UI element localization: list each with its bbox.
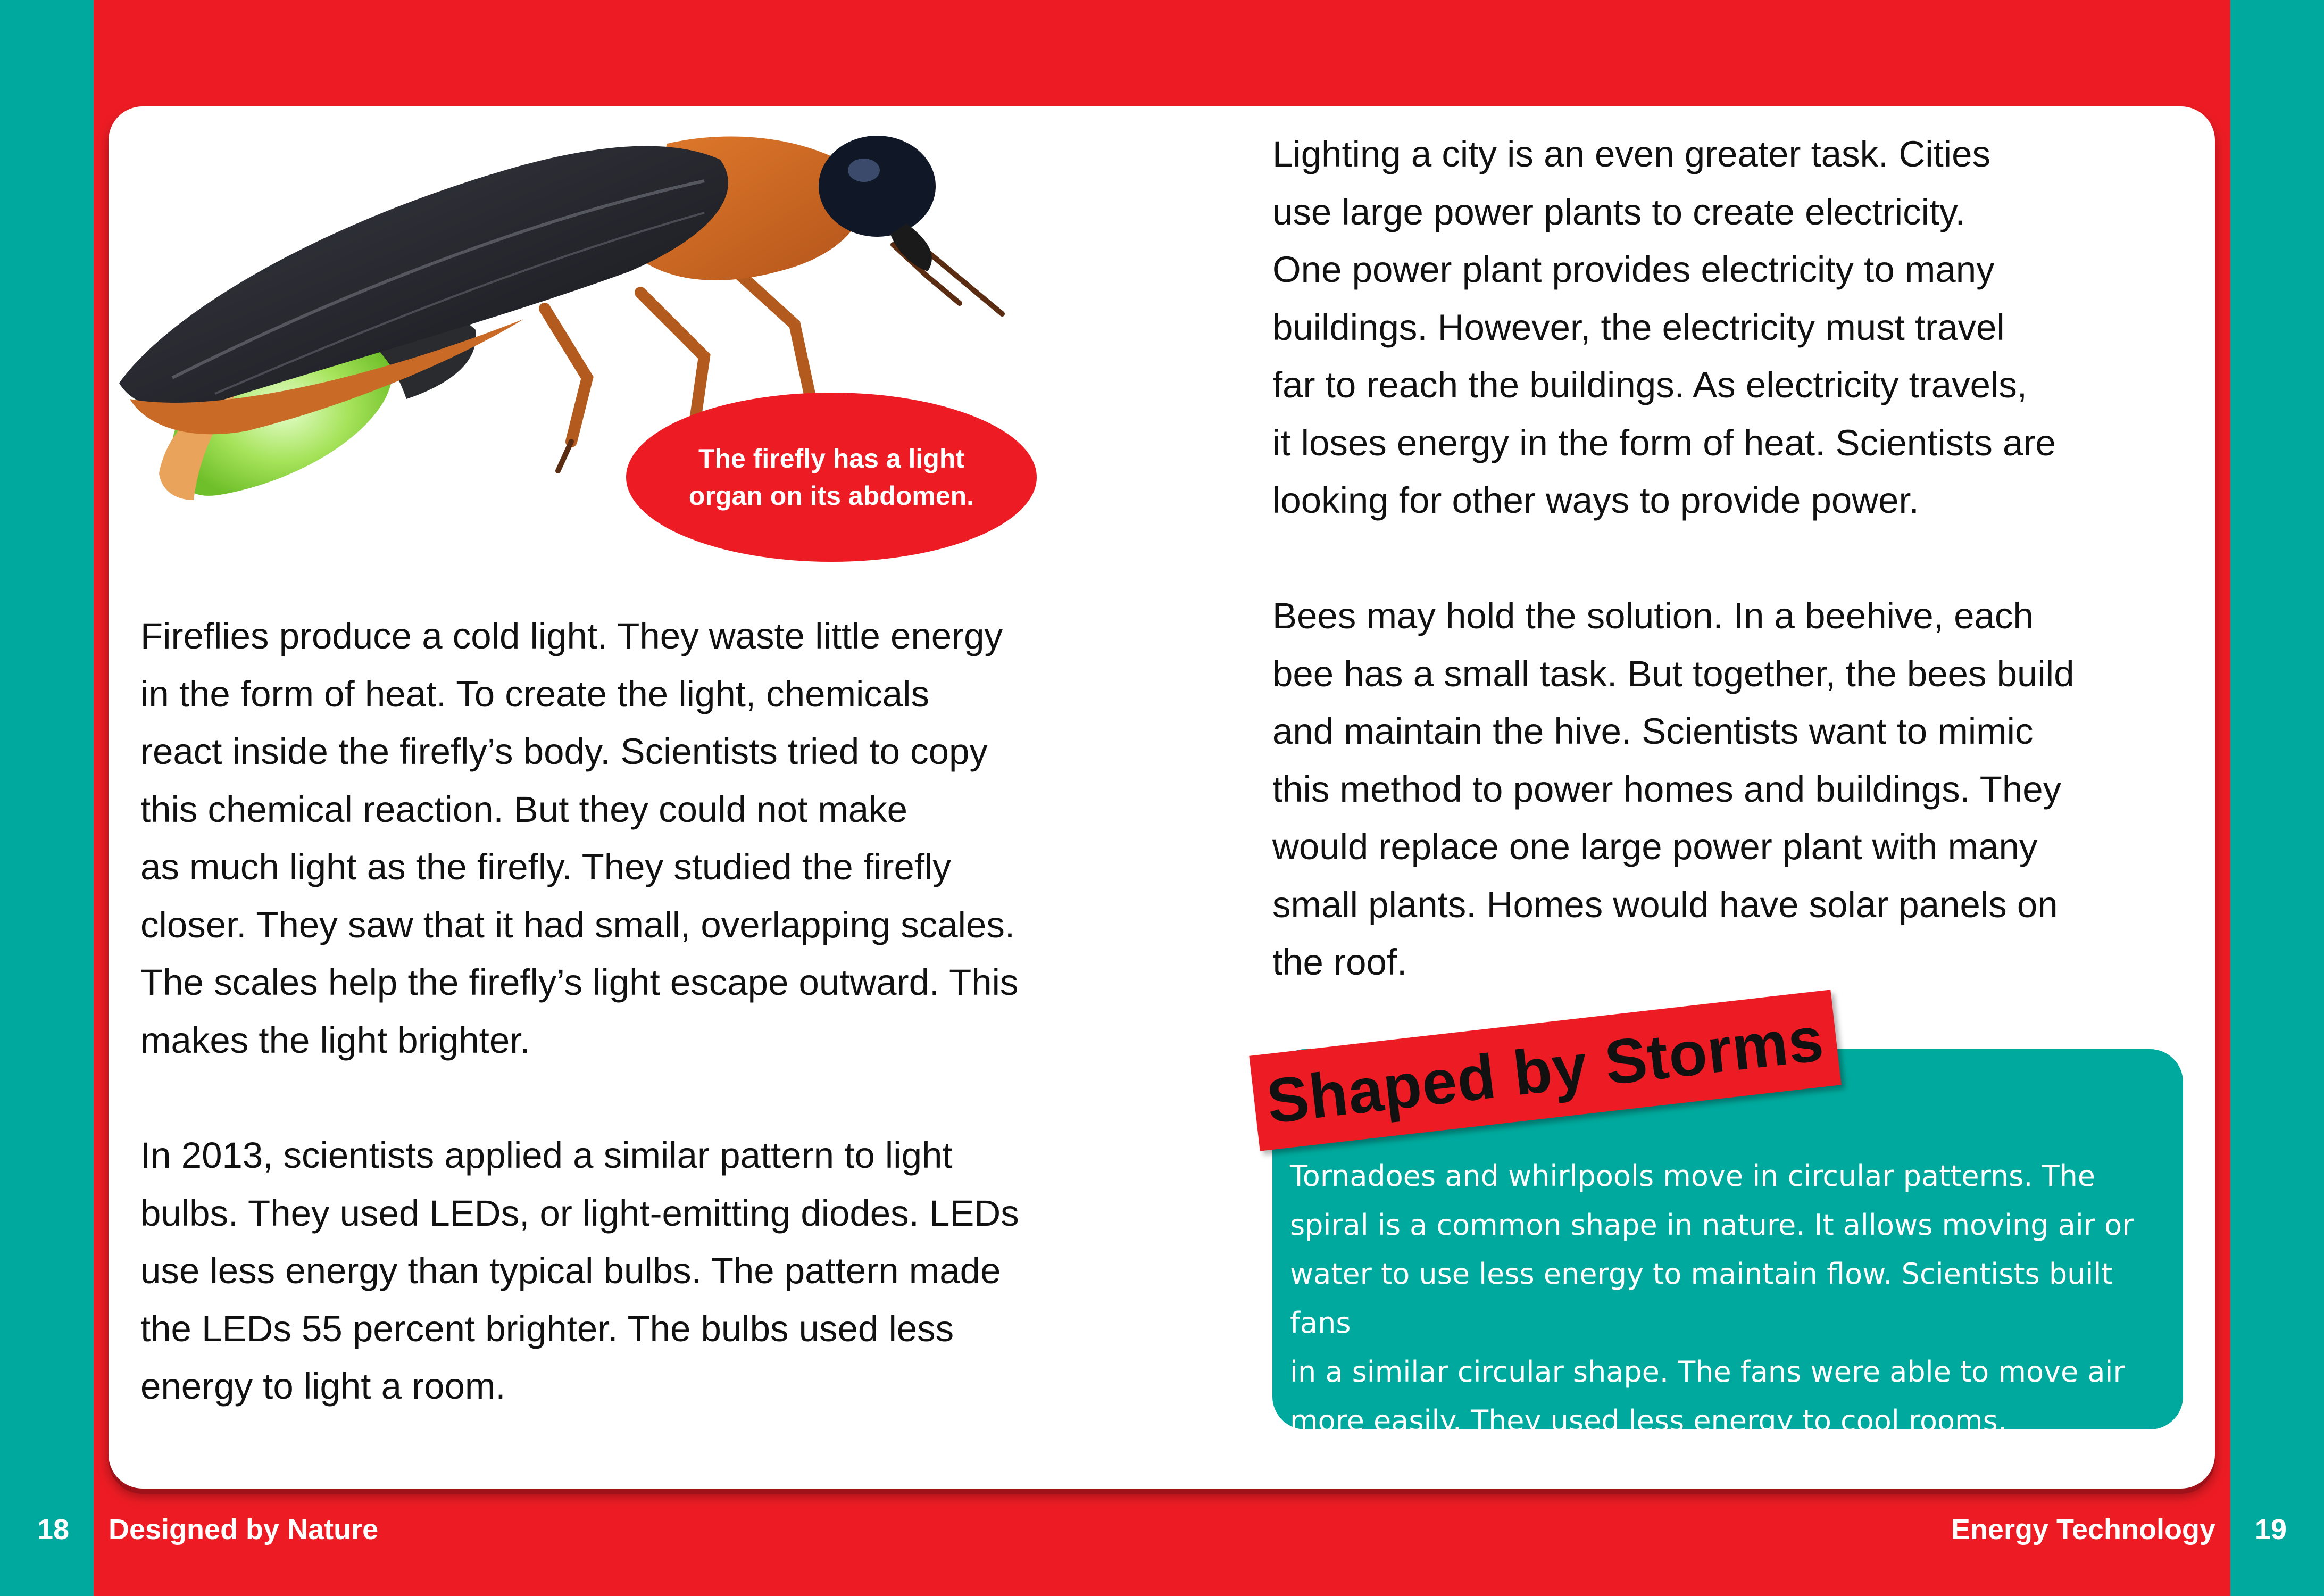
left-page-number: 18: [37, 1514, 70, 1545]
sidebar-title: Shaped by Storms: [1263, 1003, 1828, 1137]
image-caption: The firefly has a light organ on its abdomen.: [688, 444, 974, 511]
right-running-title: Energy Technology: [1951, 1514, 2215, 1545]
right-teal-strip: [2230, 0, 2324, 1596]
sidebar-text: Tornadoes and whirlpools move in circular patterns. The spiral is a common shape in nature. It allows moving air or water to use less energy to maintain flow. Scientists built fans in a similar circular shape. The fans were able to move air more easily. They used less energy to cool rooms.: [1290, 1159, 2134, 1437]
right-page-number: 19: [2254, 1514, 2287, 1545]
left-paragraph-1: Fireflies produce a cold light. They waste little energy in the form of heat. To create the light, chemicals react inside the firefly’s body. Scientists tried to copy this chemical reaction. But they could not make as much light as the firefly. They studied the firefly closer. They saw that it had small, overlapping scales. The scales help the firefly’s light escape outward. This makes the light brighter.: [140, 616, 1019, 1061]
left-teal-strip: [0, 0, 94, 1596]
right-paragraph-2: Bees may hold the solution. In a beehive, each bee has a small task. But together, the bees build and maintain the hive. Scientists want to mimic this method to power homes and buildings. They would replace one large power plant with many small plants. Homes would have solar panels on the roof.: [1272, 595, 2075, 983]
left-paragraph-2: In 2013, scientists applied a similar pattern to light bulbs. They used LEDs, or light-emitting diodes. LEDs use less energy than typical bulbs. The pattern made the LEDs 55 percent brighter. The bulbs used less energy to light a room.: [140, 1135, 1019, 1407]
image-caption-bubble: [626, 393, 1037, 562]
right-paragraph-1: Lighting a city is an even greater task. Cities use large power plants to create electricity. One power plant provides electricity to many buildings. However, the electricity must travel far to reach the buildings. As electricity travels, it loses energy in the form of heat. Scientists are looking for other ways to provide power.: [1272, 134, 2056, 521]
left-running-title: Designed by Nature: [109, 1514, 379, 1545]
